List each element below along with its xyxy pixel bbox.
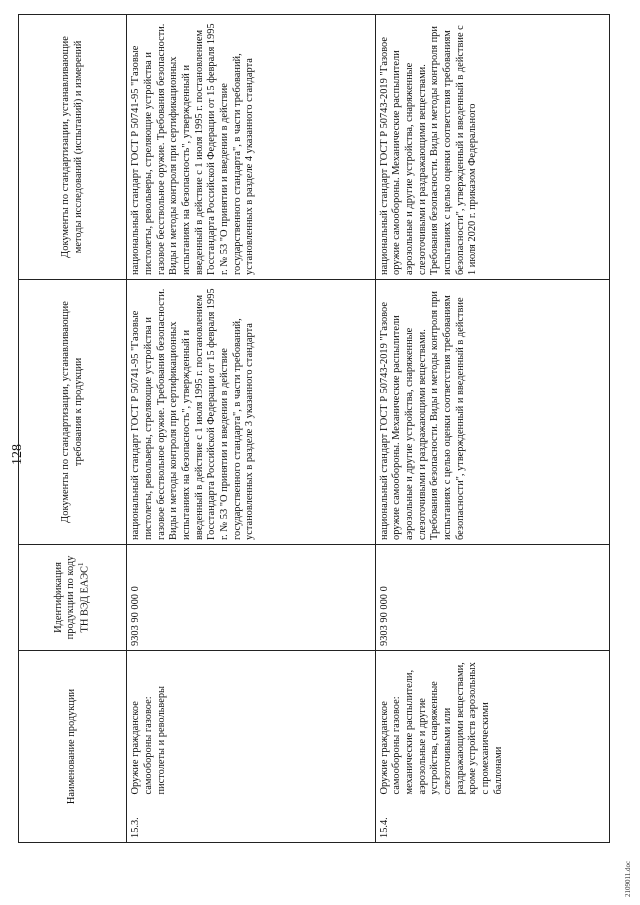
header-code-footnote: 1: [77, 562, 86, 567]
regulation-table: [18, 14, 610, 843]
row-product-name: Оружие гражданское самообороны газовое: механические распылители, аэрозольные и другие устройства, снаряженные слезоточивыми или раздражающими веществами, кроме устройств аэрозольных с промеханическими баллонами: [375, 650, 609, 798]
header-code: [19, 544, 127, 650]
row-number: 15.3.: [127, 799, 375, 843]
row-code: 9303 90 000 0: [375, 544, 609, 650]
table-header-row: [19, 14, 127, 842]
table-row: [375, 14, 609, 842]
document-file-id: 2109011.doc: [624, 860, 632, 897]
row-requirements: национальный стандарт ГОСТ Р 50741-95 "Газовые пистолеты, револьверы, стреляющие устройства и газовое бесствольное оружие. Требования безопасности. Виды и методы контроля при сертификационных испытаниях на безопасность", утвержденный и введенный в действие с 1 июля 1995 г. постановлением Госстандарта Российской Федерации от 15 февраля 1995 г. № 53 "О принятии и введении в действие государственного стандарта", в части требований, установленных в разделе 3 указанного стандарта: [127, 279, 375, 544]
row-methods: национальный стандарт ГОСТ Р 50741-95 "Газовые пистолеты, револьверы, стреляющие устройства и газовое бесствольное оружие. Требования безопасности. Виды и методы контроля при сертификационных испытаниях на безопасность", утвержденный и введенный в действие с 1 июля 1995 г. постановлением Госстандарта Российской Федерации от 15 февраля 1995 г. № 53 "О принятии и введении в действие государственного стандарта", в части требований, установленных в разделе 4 указанного стандарта: [127, 14, 375, 279]
row-code: 9303 90 000 0: [127, 544, 375, 650]
row-product-name: Оружие гражданское самообороны газовое: пистолеты и револьверы: [127, 650, 375, 798]
header-methods: Документы по стандартизации, устанавливающие методы исследований (испытаний) и измерений: [19, 14, 127, 279]
page-number: 128: [10, 444, 25, 465]
header-code-text: Идентификация продукции по коду ТН ВЭД ЕАЭС: [52, 555, 91, 640]
row-requirements: национальный стандарт ГОСТ Р 50743-2019 "Газовое оружие самообороны. Механические распылители аэрозольные и другие устройства, снаряженные слезоточивыми и раздражающими веществами. Требования безопасности. Виды и методы контроля при испытаниях с целью оценки соответствия требованиям безопасности", утвержденный и введенный в действие: [375, 279, 609, 544]
header-requirements: Документы по стандартизации, устанавливающие требования к продукции: [19, 279, 127, 544]
row-number: 15.4.: [375, 799, 609, 843]
row-methods: национальный стандарт ГОСТ Р 50743-2019 "Газовое оружие самообороны. Механические распылители аэрозольные и другие устройства, снаряженные слезоточивыми и раздражающими веществами. Требования безопасности. Виды и методы контроля при испытаниях с целью оценки соответствия требованиям безопасности", утвержденный и введенный в действие с 1 июля 2020 г. приказом Федерального: [375, 14, 609, 279]
table-row: [127, 14, 375, 842]
header-product-name: Наименование продукции: [19, 650, 127, 842]
